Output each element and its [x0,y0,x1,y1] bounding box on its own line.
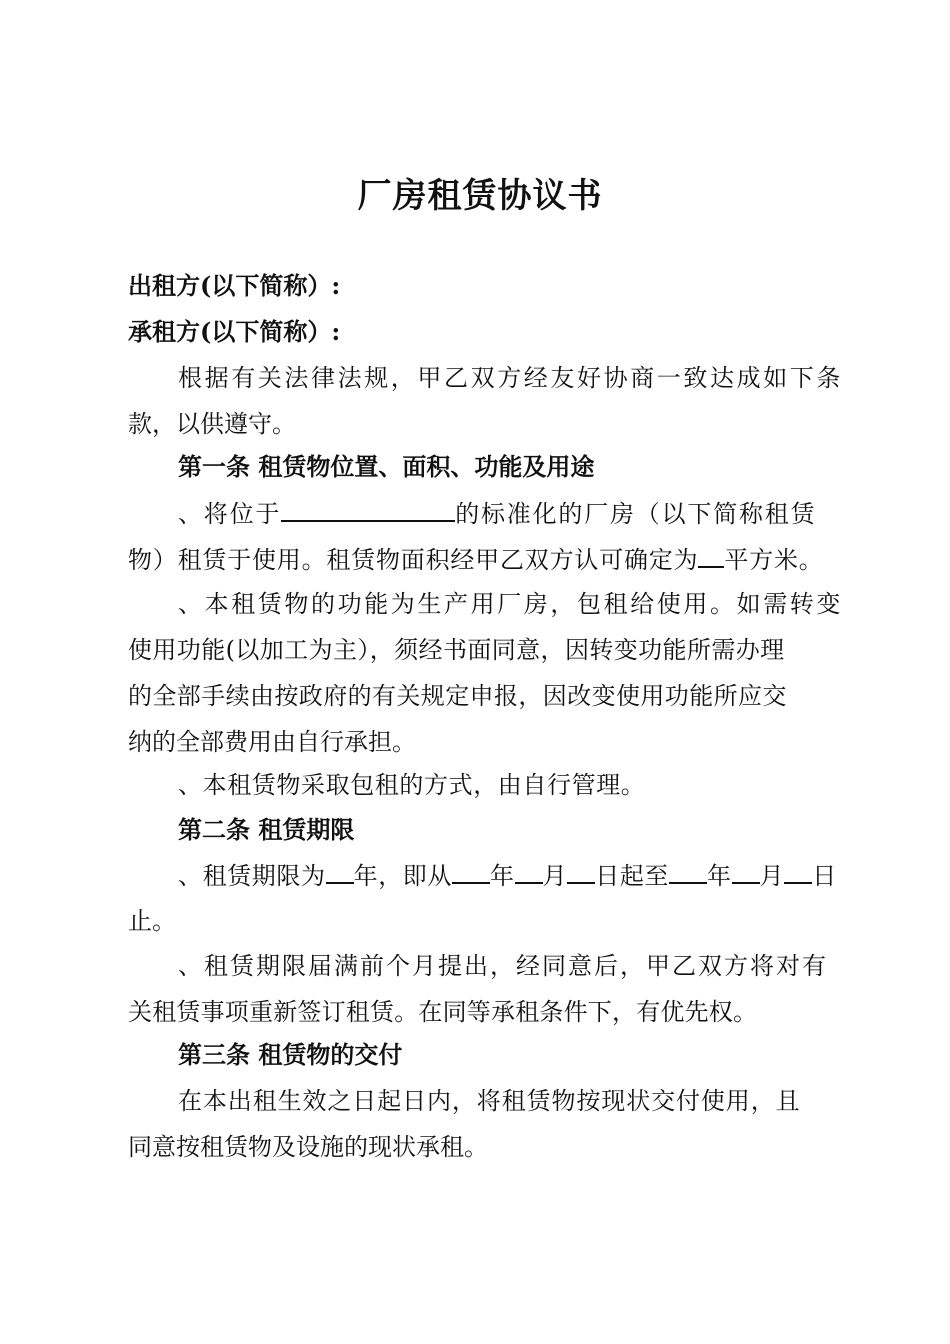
article-1-heading: 第一条 租赁物位置、面积、功能及用途 [178,452,595,481]
clause-text: 、将位于 [178,500,282,528]
lessee-label: 承租方(以下简称）: [128,317,341,346]
end-day-blank [784,852,812,884]
area-blank [698,536,724,568]
end-month-blank [732,852,760,884]
article-2-heading: 第二条 租赁期限 [178,815,355,844]
clause-text: 月 [759,862,785,890]
document-title: 厂房租赁协议书 [357,176,603,216]
article-3-clause-1-line-2: 同意按租赁物及设施的现状承租。 [128,1133,488,1161]
start-year-blank [452,852,490,884]
article-1-clause-2-line-3: 的全部手续由按政府的有关规定申报，因改变使用功能所应交 [128,682,787,710]
clause-text: 日 [812,862,837,890]
clause-text: 年，即从 [353,862,453,890]
start-day-blank [567,852,595,884]
article-1-clause-2-line-2: 使用功能(以加工为主），须经书面同意，因转变功能所需办理 [128,636,785,664]
article-3-heading: 第三条 租赁物的交付 [178,1040,403,1069]
article-3-clause-1-line-1: 在本出租生效之日起日内，将租赁物按现状交付使用，且 [178,1087,801,1115]
clause-text: 物）租赁于使用。租赁物面积经甲乙双方认可确定为 [128,546,699,574]
location-blank [281,490,455,522]
start-month-blank [515,852,543,884]
end-year-blank [669,852,707,884]
term-years-blank [326,852,354,884]
clause-text: 日起至 [595,862,670,890]
article-1-clause-1-line-2 [128,536,824,582]
article-1-clause-2-line-4: 纳的全部费用由自行承担。 [128,728,416,756]
article-1-clause-1-line-1 [178,490,816,536]
lessor-label: 出租方(以下简称）: [128,271,341,300]
article-2-clause-1-line-1 [178,852,837,898]
clause-text: 、租赁期限为 [178,862,326,890]
clause-text: 年 [707,862,732,890]
article-1-clause-3: 、本租赁物采取包租的方式，由自行管理。 [178,771,646,799]
article-2-clause-1-line-2: 止。 [128,907,176,935]
clause-text: 月 [542,862,568,890]
article-1-clause-2-line-1: 、本租赁物的功能为生产用厂房，包租给使用。如需转变 [178,590,843,618]
intro-line-2: 款，以供遵守。 [128,410,296,438]
article-2-clause-2-line-1: 、租赁期限届满前个月提出，经同意后，甲乙双方将对有 [178,952,828,980]
article-2-clause-2-line-2: 关租赁事项重新签订租赁。在同等承租条件下，有优先权。 [128,998,758,1026]
clause-text: 的标准化的厂房（以下简称租赁 [455,500,817,528]
clause-text: 年 [490,862,515,890]
intro-line-1: 根据有关法律法规，甲乙双方经友好协商一致达成如下条 [178,364,843,392]
clause-text: 平方米。 [724,546,824,574]
